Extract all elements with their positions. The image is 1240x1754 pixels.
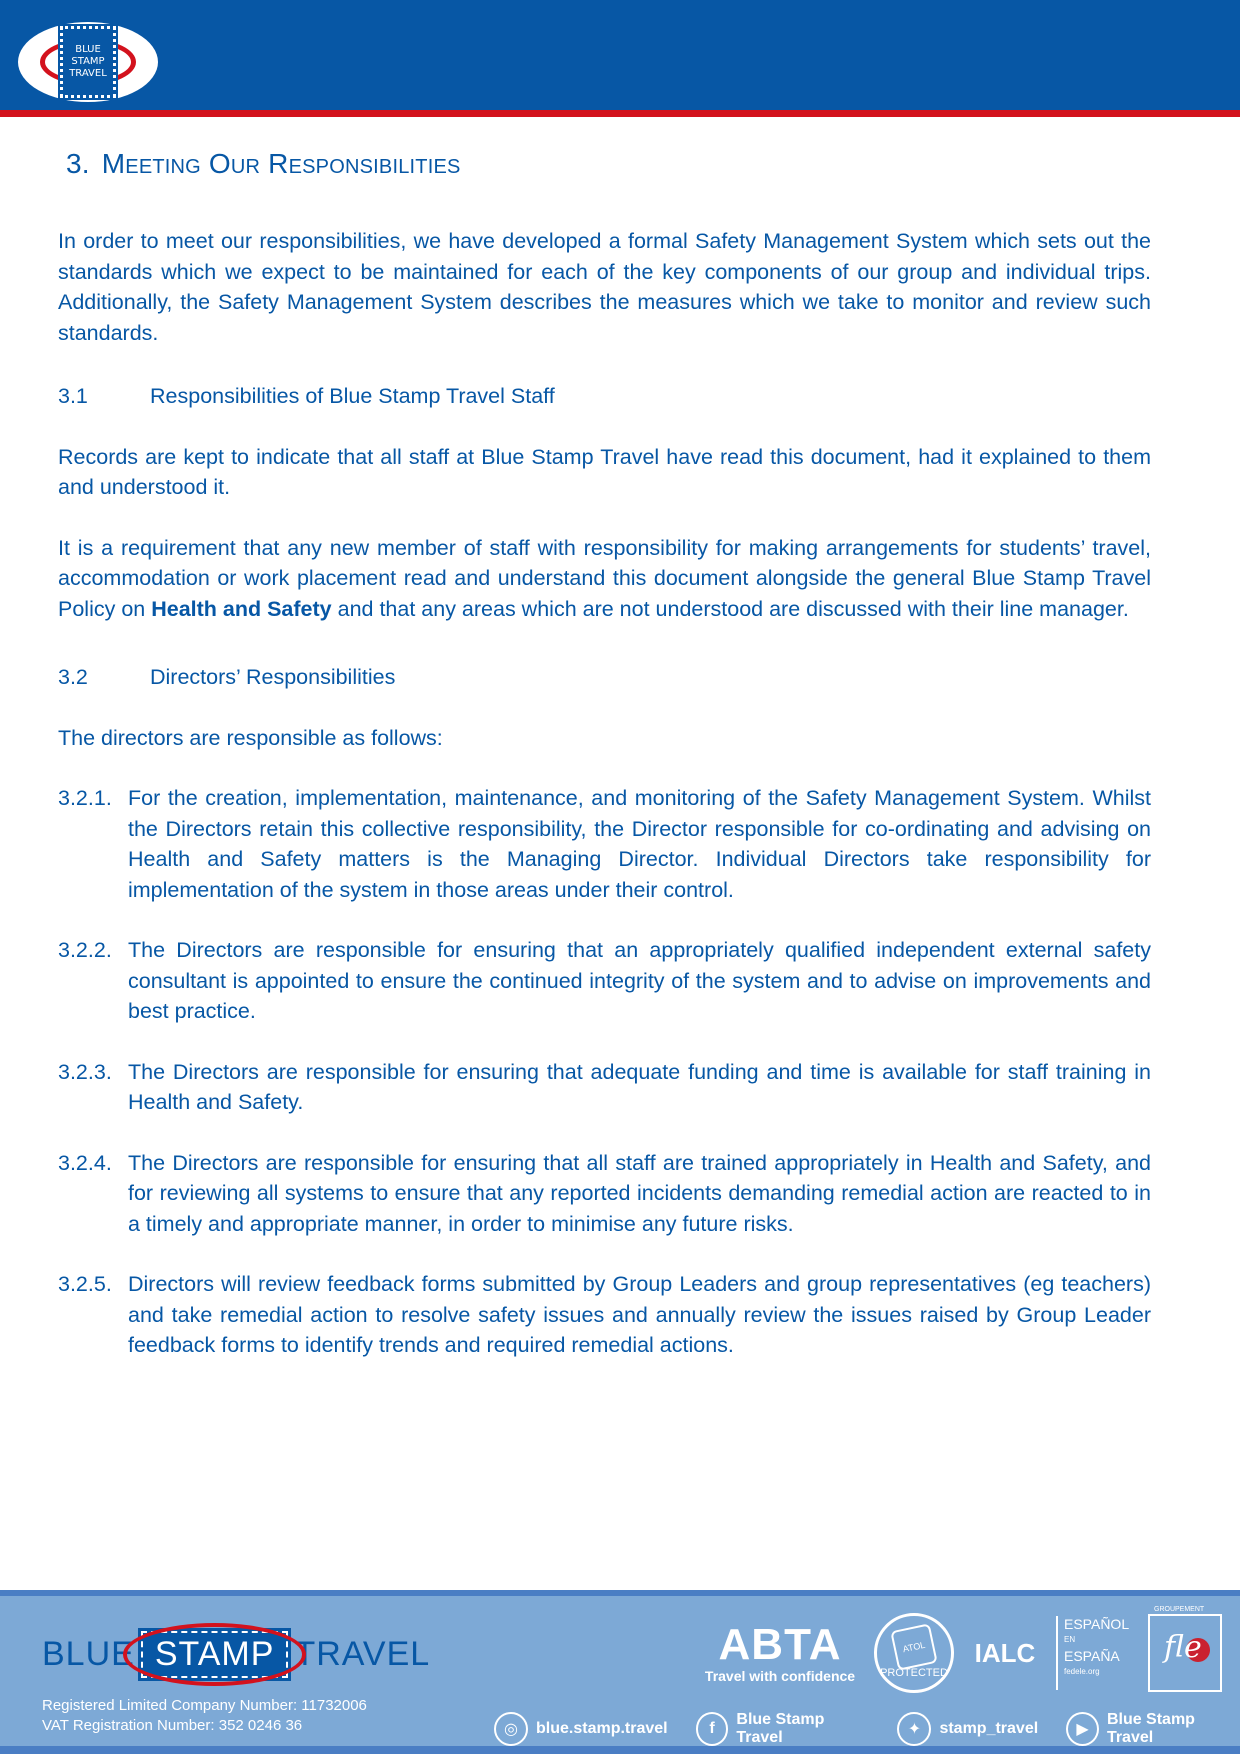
section-heading bbox=[66, 138, 1151, 190]
espanol-en-espana-badge bbox=[1056, 1616, 1134, 1690]
social-instagram[interactable] bbox=[494, 1712, 668, 1746]
social-links bbox=[494, 1711, 1240, 1747]
social-label: Blue Stamp Travel bbox=[736, 1711, 825, 1746]
logo-line: STAMP bbox=[71, 56, 105, 67]
list-item bbox=[58, 1269, 1151, 1361]
abta-logo: ABTA bbox=[718, 1620, 842, 1669]
paragraph-text: and that any areas which are not understood are discussed with their line manager. bbox=[331, 596, 1129, 621]
instagram-icon: ◎ bbox=[494, 1712, 528, 1746]
document-body bbox=[58, 130, 1151, 1391]
social-label: stamp_travel bbox=[939, 1720, 1039, 1737]
list-item-number: 3.2.4. bbox=[58, 1150, 112, 1175]
espanol-line: ESPAÑOL bbox=[1064, 1616, 1130, 1632]
list-item-text: Directors will review feedback forms submitted by Group Leaders and group representatives (eg teachers) and take remedial action to resolve safety issues and annually review the issues raised by Group Leader feedback forms to identify trends and required remedial actions. bbox=[128, 1272, 1151, 1357]
brand-word: BLUE bbox=[42, 1634, 135, 1673]
company-logo bbox=[18, 22, 158, 102]
paragraph-requirement bbox=[58, 533, 1151, 625]
page-header bbox=[0, 0, 1240, 110]
list-item-number: 3.2.3. bbox=[58, 1059, 112, 1084]
logo-stamp bbox=[60, 26, 116, 98]
social-twitter[interactable] bbox=[897, 1712, 1038, 1746]
list-item bbox=[58, 1057, 1151, 1118]
abta-badge bbox=[700, 1622, 860, 1684]
atol-badge bbox=[874, 1613, 954, 1693]
list-item-text: For the creation, implementation, maintenance, and monitoring of the Safety Management System. Whilst the Directors retain this collective responsibility, the Director responsible for co-ordinating and advising on Health and Safety matters is the Managing Director. Individual Directors take responsibility for implementation of the system in those areas under their control. bbox=[128, 786, 1151, 902]
list-item-number: 3.2.1. bbox=[58, 786, 112, 810]
health-safety-policy-link: Health and Safety bbox=[151, 596, 332, 621]
subsection-number: 3.2 bbox=[58, 665, 88, 689]
list-item-text: The Directors are responsible for ensuring that an appropriately qualified independent external safety consultant is appointed to ensure the continued integrity of the system and to advise on improvements and best practice. bbox=[128, 938, 1151, 1023]
ialc-badge: IALC bbox=[974, 1637, 1036, 1668]
list-item-number: 3.2.2. bbox=[58, 938, 112, 962]
paragraph-text: It is a requirement that any new member of staff with responsibility for making arrangements for students’ travel, accommodation or work placement read and understand this document alongside the general Blue Stamp Travel Policy on bbox=[58, 535, 1151, 621]
youtube-icon: ▶ bbox=[1066, 1712, 1099, 1746]
espanol-line: ESPAÑA bbox=[1064, 1648, 1120, 1664]
subsection-title: Responsibilities of Blue Stamp Travel Staff bbox=[150, 384, 555, 408]
social-label: Blue Stamp Travel bbox=[1106, 1711, 1195, 1746]
page-footer bbox=[0, 1596, 1240, 1746]
espanol-line: EN bbox=[1064, 1635, 1076, 1644]
facebook-icon: f bbox=[696, 1712, 729, 1746]
vat-number: VAT Registration Number: 352 0246 36 bbox=[42, 1717, 303, 1734]
list-item-number: 3.2.5. bbox=[58, 1272, 112, 1296]
brand-word: TRAVEL bbox=[294, 1634, 431, 1673]
section-title: Meeting Our Responsibilities bbox=[101, 148, 461, 179]
paragraph-records: Records are kept to indicate that all staff at Blue Stamp Travel have read this document, had it explained to them and understood it. bbox=[58, 444, 1151, 499]
twitter-icon: ✦ bbox=[897, 1712, 931, 1746]
fle-mark: fle bbox=[1164, 1630, 1202, 1665]
list-item bbox=[58, 935, 1151, 1027]
footer-brand-logo bbox=[42, 1626, 430, 1682]
subsection-heading-3-2 bbox=[58, 662, 1151, 693]
social-label: blue.stamp.travel bbox=[536, 1720, 668, 1737]
list-item-text: The Directors are responsible for ensuring that all staff are trained appropriately in Health and Safety, and for reviewing all systems to ensure that any reported incidents demanding remedial action are reacted to in a timely and appropriate manner, in order to minimise any future risks. bbox=[128, 1150, 1151, 1236]
fle-top-label: GROUPEMENT bbox=[1154, 1606, 1205, 1613]
abta-tagline: Travel with confidence bbox=[704, 1668, 856, 1684]
directors-intro: The directors are responsible as follows: bbox=[58, 725, 443, 750]
section-intro: In order to meet our responsibilities, we have developed a formal Safety Management System which sets out the standards which we expect to be maintained for each of the key components of our group and individual trips. Additionally, the Safety Management System describes the measures which we take to monitor and review such standards. bbox=[58, 229, 1151, 345]
list-item bbox=[58, 1148, 1151, 1240]
list-item bbox=[58, 783, 1151, 905]
brand-word: STAMP bbox=[154, 1634, 275, 1673]
subsection-title: Directors’ Responsibilities bbox=[150, 665, 396, 689]
logo-line: TRAVEL bbox=[69, 68, 107, 79]
header-red-stripe bbox=[0, 110, 1240, 117]
list-item-text: The Directors are responsible for ensuring that adequate funding and time is available for staff training in Health and Safety. bbox=[128, 1059, 1151, 1114]
subsection-number: 3.1 bbox=[58, 384, 88, 408]
social-facebook[interactable] bbox=[696, 1711, 870, 1747]
footer-bottom-stripe bbox=[0, 1746, 1240, 1754]
social-youtube[interactable] bbox=[1066, 1711, 1240, 1747]
brand-ring bbox=[123, 1623, 307, 1686]
subsection-heading-3-1 bbox=[58, 381, 1151, 412]
atol-protected: PROTECTED bbox=[880, 1667, 948, 1679]
brand-stamp bbox=[141, 1631, 289, 1678]
atol-mark: ATOL bbox=[890, 1623, 937, 1670]
fle-badge bbox=[1148, 1606, 1222, 1692]
espanol-site: fedele.org bbox=[1064, 1667, 1100, 1676]
company-number: Registered Limited Company Number: 11732006 bbox=[42, 1697, 367, 1714]
logo-line: BLUE bbox=[75, 44, 101, 55]
registration-info bbox=[42, 1696, 367, 1736]
accreditation-badges bbox=[700, 1608, 1222, 1698]
section-number: 3. bbox=[66, 148, 90, 179]
